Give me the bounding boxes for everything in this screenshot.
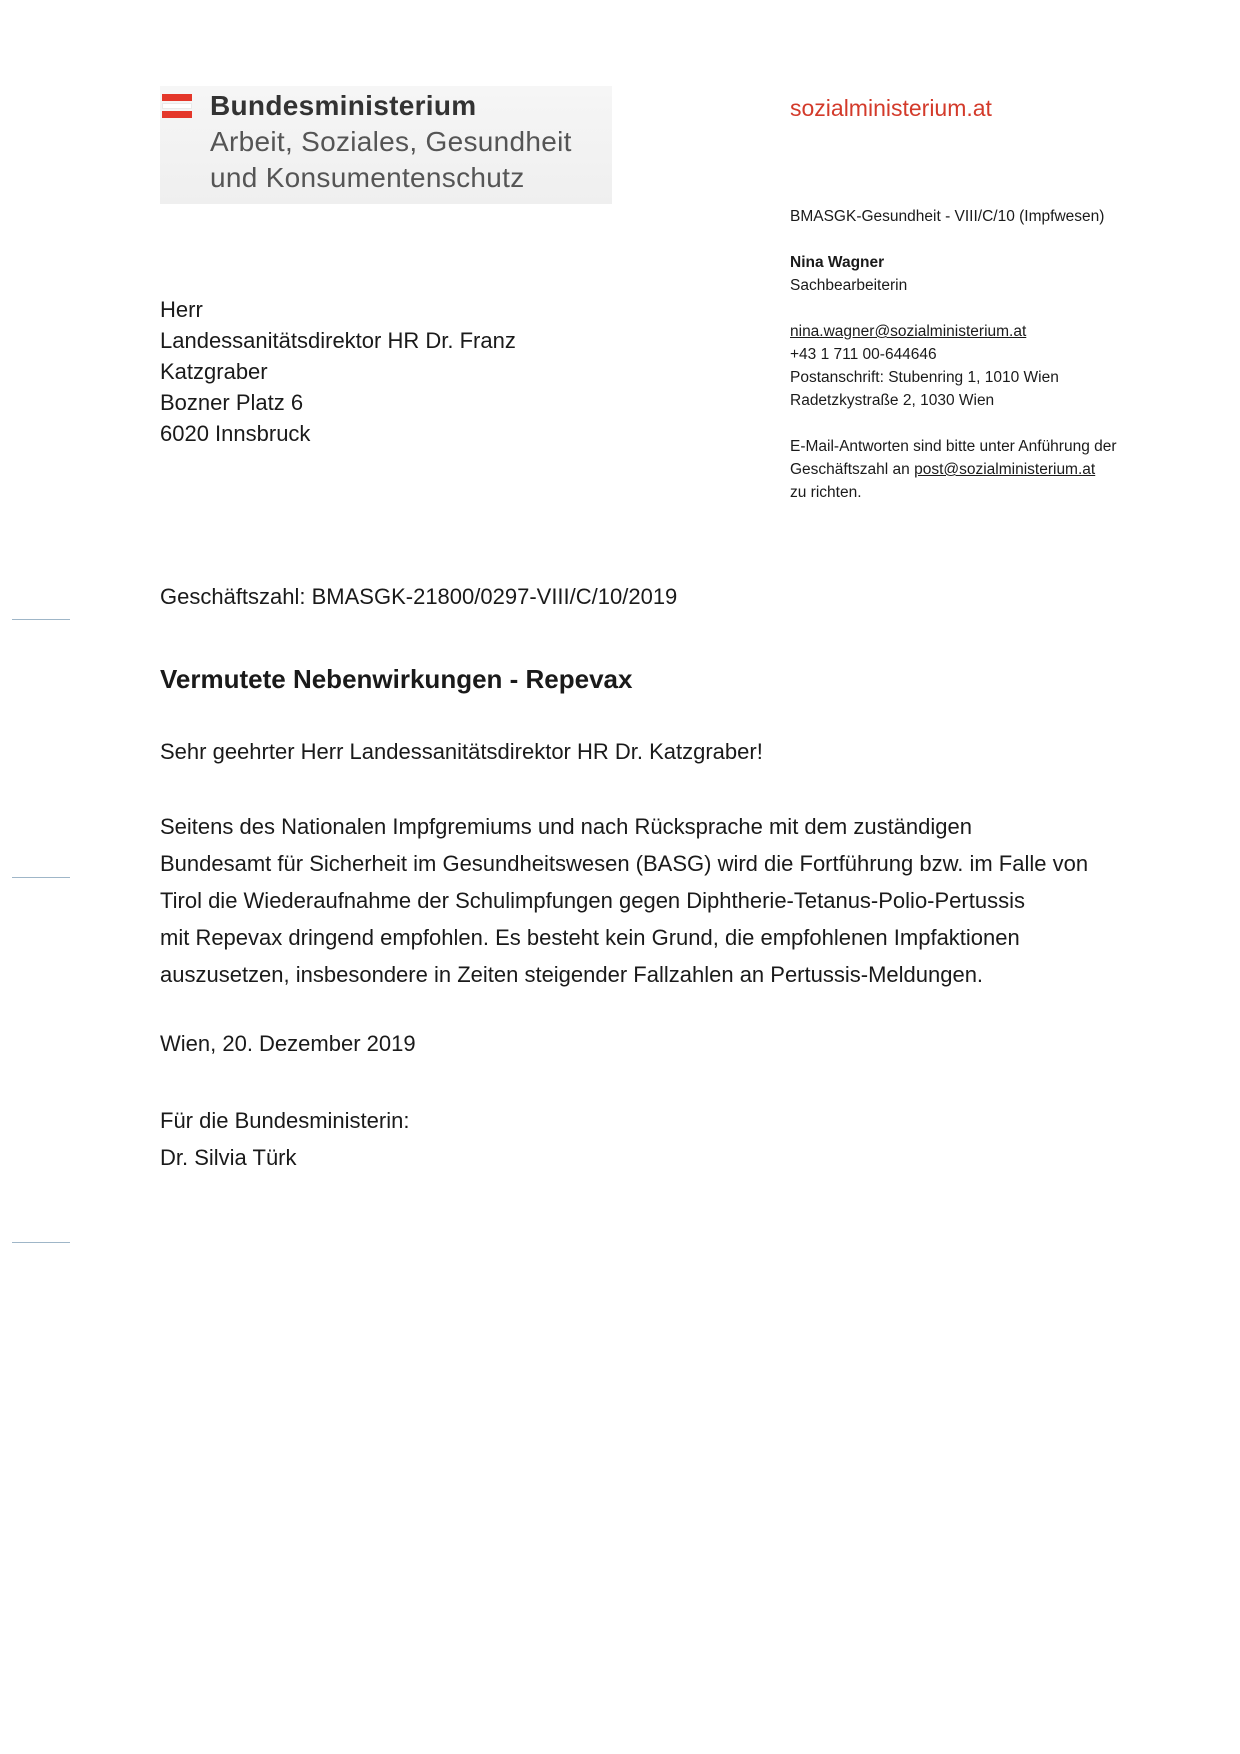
website-link[interactable]: sozialministerium.at [790, 95, 992, 121]
sender-info [790, 205, 1210, 504]
reference-number: Geschäftszahl: BMASGK-21800/0297-VIII/C/10/2019 [160, 584, 678, 609]
letter-subject: Vermutete Nebenwirkungen - Repevax [160, 664, 633, 694]
reply-note-line1: E-Mail-Antworten sind bitte unter Anführung der [790, 438, 1117, 455]
sender-street-address: Radetzkystraße 2, 1030 Wien [790, 392, 995, 409]
logo-subtitle-line2: und Konsumentenschutz [210, 162, 525, 193]
recipient-line: Herr [160, 297, 203, 322]
body-line: mit Repevax dringend empfohlen. Es besteht kein Grund, die empfohlenen Impfaktionen [160, 925, 1020, 950]
reply-email-link[interactable]: post@sozialministerium.at [914, 461, 1096, 478]
recipient-address [160, 294, 516, 449]
signature-block [160, 1102, 409, 1176]
logo-title: Bundesministerium [210, 90, 477, 121]
letter-body [160, 808, 1090, 993]
recipient-line: Katzgraber [160, 359, 268, 384]
sender-phone: +43 1 711 00-644646 [790, 346, 937, 363]
reply-note-line2 [790, 458, 1210, 481]
fold-mark [12, 877, 70, 878]
body-line: Bundesamt für Sicherheit im Gesundheitswesen (BASG) wird die Fortführung bzw. im Falle von [160, 851, 1089, 876]
sender-postal-address: Postanschrift: Stubenring 1, 1010 Wien [790, 369, 1059, 386]
body-line: Seitens des Nationalen Impfgremiums und nach Rücksprache mit dem zuständigen [160, 814, 972, 839]
ministry-logo [160, 86, 612, 204]
recipient-line: Bozner Platz 6 [160, 390, 304, 415]
sender-department: BMASGK-Gesundheit - VIII/C/10 (Impfwesen) [790, 208, 1105, 225]
body-line: Tirol die Wiederaufnahme der Schulimpfungen gegen Diphtherie-Tetanus-Polio-Pertussis [160, 888, 1025, 913]
sender-name: Nina Wagner [790, 254, 885, 271]
sender-role: Sachbearbeiterin [790, 277, 908, 294]
fold-mark [12, 1242, 70, 1243]
signature-name: Dr. Silvia Türk [160, 1145, 297, 1170]
sender-email-link[interactable]: nina.wagner@sozialministerium.at [790, 323, 1027, 340]
reply-note-prefix: Geschäftszahl an [790, 461, 915, 478]
body-line: auszusetzen, insbesondere in Zeiten steigender Fallzahlen an Pertussis-Meldungen. [160, 962, 984, 987]
recipient-line: Landessanitätsdirektor HR Dr. Franz [160, 328, 516, 353]
letter-date: Wien, 20. Dezember 2019 [160, 1031, 416, 1056]
salutation: Sehr geehrter Herr Landessanitätsdirektor HR Dr. Katzgraber! [160, 739, 763, 764]
reply-note-line3: zu richten. [790, 484, 862, 501]
austrian-flag-icon [162, 94, 192, 118]
fold-mark [12, 619, 70, 620]
logo-subtitle-line1: Arbeit, Soziales, Gesundheit [210, 126, 572, 157]
signature-on-behalf: Für die Bundesministerin: [160, 1108, 410, 1133]
recipient-line: 6020 Innsbruck [160, 421, 311, 446]
